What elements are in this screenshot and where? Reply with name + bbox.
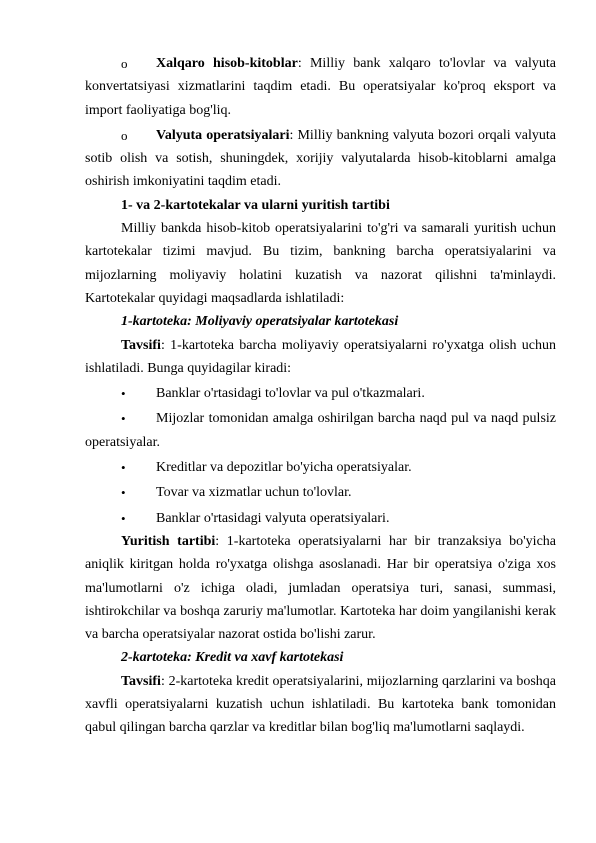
item-text: : Milliy bankning valyuta bozori orqali valyuta sotib olish va sotish, shuningdek, xorijiy valyutalarda hisob-kitoblarni amalga oshirish imkoniyatini taqdim etadi. (85, 127, 556, 190)
kartoteka-2-title: 2-kartoteka: Kredit va xavf kartotekasi (121, 650, 344, 666)
list-item: • Mijozlar tomonidan amalga oshirilgan barcha naqd pul va naqd pulsiz operatsiyalar. (85, 407, 556, 454)
kartoteka-2-description (85, 670, 556, 740)
description-label: Tavsifi (121, 673, 161, 689)
bullet-icon: • (121, 411, 126, 427)
list-item: • Tovar va xizmatlar uchun to'lovlar. (85, 481, 556, 504)
kartoteka-1-title: 1-kartoteka: Moliyaviy operatsiyalar kartotekasi (121, 314, 399, 330)
description-text: : 1-kartoteka barcha moliyaviy operatsiyalarni ro'yxatga olish uchun ishlatiladi. Bunga quyidagilar kiradi: (85, 337, 556, 376)
description-label: Tavsifi (121, 337, 161, 353)
bullet-icon: • (121, 386, 126, 402)
bullet-icon: • (121, 460, 126, 476)
term: Xalqaro hisob-kitoblar (156, 56, 298, 71)
list-item (85, 52, 556, 122)
term: Valyuta operatsiyalari (156, 127, 290, 143)
bullet-icon: • (121, 485, 126, 501)
intro-paragraph: Milliy bankda hisob-kitob operatsiyalarini to'g'ri va samarali yuritish uchun kartotekalar tizimi mavjud. Bu tizim, bankning barcha operatsiyalarini va mijozlarning moliyaviy holatini kuzatish va nazorat qilishni ta'minlaydi. Kartotekalar quyidagi maqsadlarda ishlatiladi: (85, 221, 556, 306)
section-heading: 1- va 2-kartotekalar va ularni yuritish tartibi (121, 197, 390, 213)
order-label: Yuritish tartibi (121, 533, 216, 549)
kartoteka-1-description (85, 334, 556, 381)
kartoteka-1-order (85, 530, 556, 646)
list-item: • Banklar o'rtasidagi to'lovlar va pul o'tkazmalari. (85, 382, 556, 405)
description-text: : 2-kartoteka kredit operatsiyalarini, mijozlarning qarzlarini va boshqa xavfli operatsiyalarni kuzatish uchun ishlatiladi. Bu kartoteka bank tomonidan qabul qilingan barcha qarzlar va kreditlar bilan bog'liq ma'lumotlarni saqlaydi. (85, 673, 556, 736)
list-item: • Kreditlar va depozitlar bo'yicha operatsiyalar. (85, 456, 556, 479)
document-page (85, 50, 556, 740)
bullet-icon: • (121, 510, 126, 526)
list-item (85, 124, 556, 194)
circle-bullet-icon: o (121, 56, 128, 71)
list-item: • Banklar o'rtasidagi valyuta operatsiyalari. (85, 507, 556, 530)
item-text: : Milliy bank xalqaro to'lovlar va valyuta konvertatsiyasi xizmatlarini taqdim etadi. Bu operatsiyalar ko'proq eksport va import faoliyatiga bog'liq. (85, 56, 557, 118)
order-text: : 1-kartoteka operatsiyalarni har bir tranzaksiya bo'yicha aniqlik kiritgan holda ro'yxatga olishga asoslanadi. Har bir operatsiya o'ziga xos ma'lumotlarni o'z ichiga oladi, jumladan operatsiya turi, sanasi, summasi, ishtirokchilar va boshqa zaruriy ma'lumotlar. Kartoteka har doim yangilanishi kerak va barcha operatsiyalar nazorat ostida bo'lishi zarur. (85, 533, 556, 643)
circle-bullet-icon: o (121, 127, 128, 143)
